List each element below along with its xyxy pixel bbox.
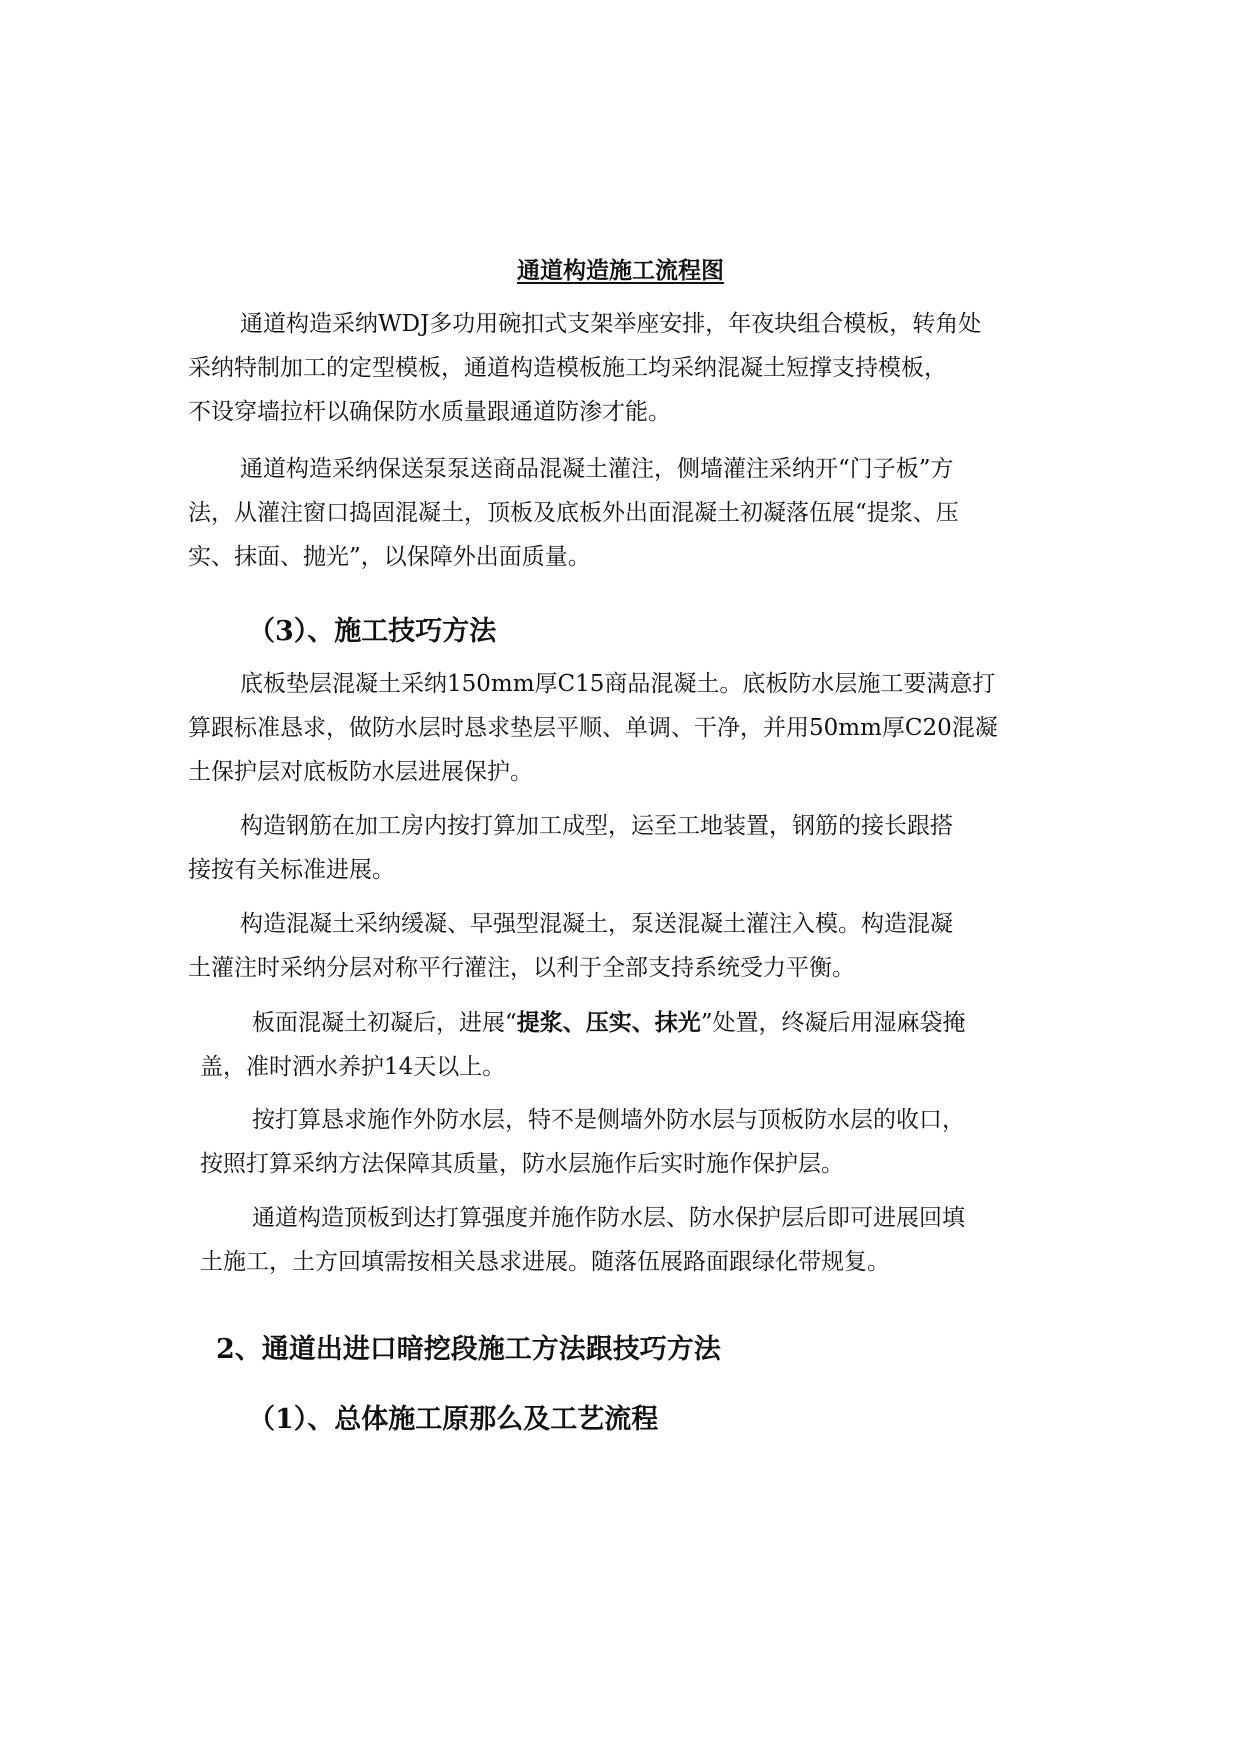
paragraph-line: 构造钢筋在加工房内按打算加工成型，运至工地装置，钢筋的接长跟搭 — [240, 813, 953, 839]
paragraph-4 — [188, 804, 953, 892]
paragraph-line: 通道构造顶板到达打算强度并施作防水层、防水保护层后即可进展回填 — [252, 1205, 965, 1231]
paragraph-line: 按照打算采纳方法保障其质量，防水层施作后实时施作保护层。 — [200, 1151, 844, 1177]
paragraph-line: 底板垫层混凝土采纳150mm厚C15商品混凝土。底板防水层施工要满意打 — [240, 671, 996, 697]
paragraph-line: 构造混凝土采纳缓凝、早强型混凝土，泵送混凝土灌注入模。构造混凝 — [240, 911, 953, 937]
paragraph-line: 法，从灌注窗口捣固混凝土，顶板及底板外出面混凝土初凝落伍展“提浆、压 — [188, 500, 959, 526]
emphasis-text: 提浆、压实、抹光 — [516, 1009, 701, 1036]
document-title: 通道构造施工流程图 — [517, 257, 724, 284]
heading-subsection-1: （1）、总体施工原那么及工艺流程 — [248, 1404, 659, 1435]
paragraph-7 — [200, 1098, 965, 1186]
paragraph-text: ”处置，终凝后用湿麻袋掩 — [700, 1010, 966, 1036]
paragraph-line: 接按有关标准进展。 — [188, 857, 395, 883]
paragraph-line: 盖，准时洒水养护14天以上。 — [200, 1054, 506, 1080]
paragraph-line: 通道构造采纳保送泵泵送商品混凝土灌注，侧墙灌注采纳开“门子板”方 — [240, 456, 954, 482]
paragraph-line: 采纳特制加工的定型模板，通道构造模板施工均采纳混凝土短撑支持模板， — [188, 355, 947, 381]
paragraph-1 — [188, 302, 981, 434]
paragraph-8 — [200, 1196, 965, 1284]
paragraph-line: 土保护层对底板防水层进展保护。 — [188, 759, 533, 785]
paragraph-line: 不设穿墙拉杆以确保防水质量跟通道防渗才能。 — [188, 399, 671, 425]
paragraph-line: 土施工，土方回填需按相关恳求进展。随落伍展路面跟绿化带规复。 — [200, 1249, 890, 1275]
heading-construction-techniques: （3）、施工技巧方法 — [248, 616, 497, 647]
paragraph-line: 按打算恳求施作外防水层，特不是侧墙外防水层与顶板防水层的收口， — [252, 1107, 965, 1133]
paragraph-line: 实、抹面、抛光”，以保障外出面质量。 — [188, 544, 591, 570]
heading-section-2: 2、通道出进口暗挖段施工方法跟技巧方法 — [216, 1334, 721, 1365]
paragraph-line: 通道构造采纳WDJ多功用碗扣式支架举座安排，年夜块组合模板，转角处 — [240, 311, 982, 337]
paragraph-line: 土灌注时采纳分层对称平行灌注，以利于全部支持系统受力平衡。 — [188, 955, 855, 981]
paragraph-6 — [200, 1001, 966, 1089]
paragraph-line: 算跟标准恳求，做防水层时恳求垫层平顺、单调、干净，并用50mm厚C20混凝 — [188, 715, 998, 741]
paragraph-3 — [188, 662, 998, 794]
paragraph-line — [200, 1001, 966, 1045]
paragraph-2 — [188, 447, 959, 579]
paragraph-text: 板面混凝土初凝后，进展“ — [252, 1010, 517, 1036]
paragraph-5 — [188, 902, 953, 990]
